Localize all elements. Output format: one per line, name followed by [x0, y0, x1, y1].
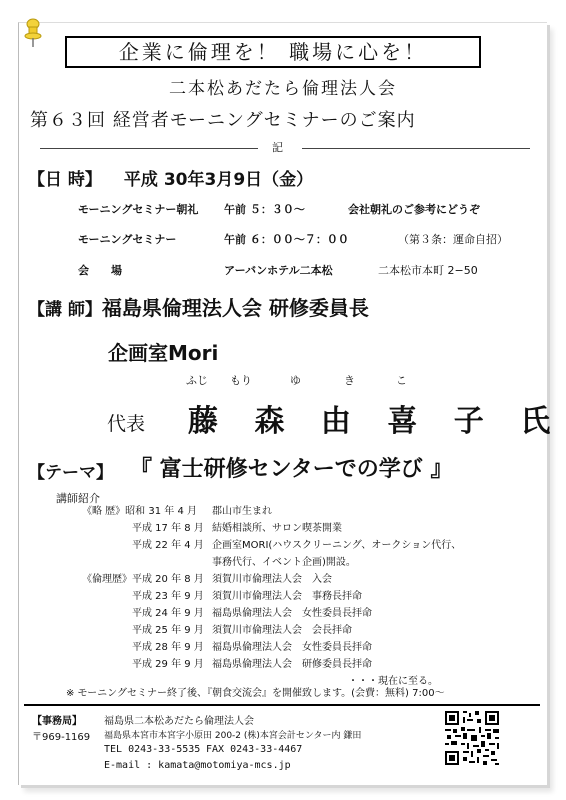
ruby-text: ふじ [186, 374, 208, 387]
lecturer-role: 代表 [107, 413, 146, 435]
office-label: 【事務局】 [32, 716, 82, 727]
lecturer-company: 企画室Mori [108, 341, 219, 365]
organization-name: 二本松あだたら倫理法人会 [169, 79, 397, 99]
datetime-label: 【日 時】 [28, 170, 102, 190]
schedule-note: 会社朝礼のご参考にどうぞ [348, 203, 480, 216]
slogan-box: 企業に倫理を！ 職場に心を！ [65, 36, 481, 68]
lecturer-affiliation: 福島県倫理法人会 研修委員長 [101, 296, 369, 320]
pushpin-icon [23, 18, 43, 48]
office-email[interactable]: E-mail : kamata@motomiya-mcs.jp [104, 760, 291, 771]
office-address: 福島県本宮市本宮字小原田 200-2 (株)本宮会計センター内 鎌田 [104, 731, 362, 741]
divider-line-right [302, 148, 530, 149]
schedule-time: 午前 ５：３０～ [224, 203, 305, 216]
schedule-note: （第３条：運命自招） [398, 233, 508, 246]
bio-end: ・・・現在に至る。 [348, 676, 438, 687]
office-fax: FAX 0243-33-4467 [206, 744, 303, 755]
ruby-text: もり [230, 374, 252, 387]
datetime-row [28, 165, 313, 190]
ruby-text: ゆ [290, 374, 301, 387]
bio-list: 《略 歴》昭和 31 年 4 月 郡山市生まれ 平成 17 年 8 月 結婚相談所、サロン喫茶開業 平成 22 年 4 月 企画室MORI(ハウスクリーニング、オークション代行、 事務代行、イベント企画)開設。 《倫理歴》平成 20 年 8 月 須賀川市倫理法人会 入会 平成 23 年 9 月 須賀川市倫理法人会 事務長拝命 平成 24 年 9 月 福島県倫理法人会 女性委員長拝命 平成 25 年 9 月 須賀川市倫理法人会 会長拝命 平成 28 年 9 月 福島県倫理法人会 女性委員長拝命 平成 29 年 9 月 福島県倫理法人会 研修委員長拝命 [82, 506, 462, 670]
venue-name: アーバンホテル二本松 [224, 264, 333, 277]
ruby-text: こ [396, 374, 407, 387]
lecturer-label: 【講 師】 [28, 300, 102, 320]
ki-divider [40, 141, 530, 155]
ki-mark: 記 [272, 141, 283, 154]
datetime-value: 平成 30年3月9日（金） [123, 170, 314, 190]
lecturer-row [28, 292, 369, 321]
venue-label: 会 場 [78, 264, 122, 277]
breakfast-note: ※ モーニングセミナー終了後、『朝食交流会』を開催致します。(会費：無料) 7:00～ [66, 688, 445, 699]
office-zip: 〒969-1169 [32, 732, 91, 743]
ruby-text: き [344, 374, 355, 387]
schedule-name: モーニングセミナー朝礼 [78, 203, 199, 216]
office-name: 福島県二本松あだたら倫理法人会 [104, 716, 254, 727]
qr-code-icon[interactable] [443, 709, 501, 767]
venue-address: 二本松市本町 2−50 [378, 264, 478, 277]
divider-line-left [40, 148, 258, 149]
office-tel: TEL 0243-33-5535 [104, 744, 201, 755]
theme-title: 『 富士研修センターでの学び 』 [130, 457, 453, 482]
schedule-time: 午前 ６：００～７：００ [224, 233, 349, 246]
schedule-name: モーニングセミナー [78, 233, 177, 246]
seminar-title: 第６３回 経営者モーニングセミナーのご案内 [30, 110, 416, 131]
lecturer-name: 藤 森 由 喜 子 氏 [188, 404, 564, 439]
theme-label: 【テーマ】 [28, 463, 113, 483]
intro-heading: 講師紹介 [56, 492, 100, 505]
